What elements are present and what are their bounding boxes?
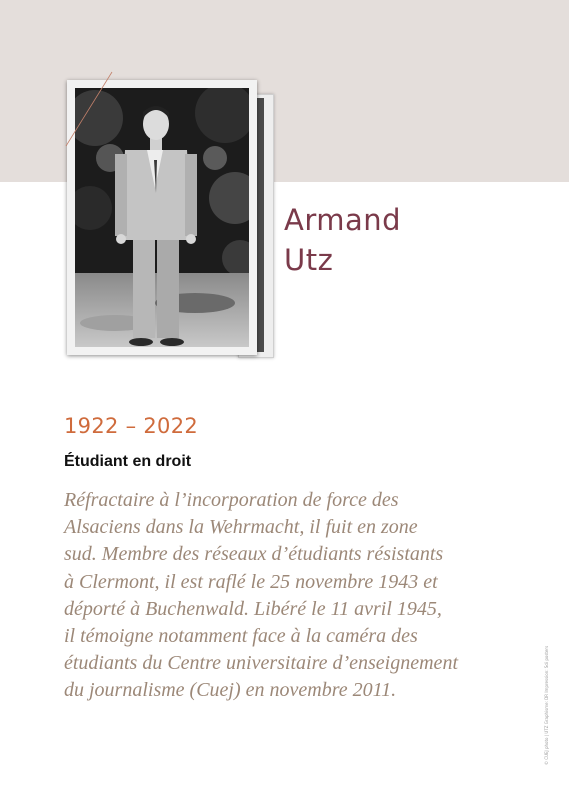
- life-dates: 1922 – 2022: [64, 414, 199, 438]
- bio-line: étudiants du Centre universitaire d’enseignement: [64, 652, 458, 675]
- bio-line: sud. Membre des réseaux d’étudiants résistants: [64, 543, 444, 566]
- bio-line: du journalisme (Cuej) en novembre 2011.: [64, 679, 397, 702]
- pen-mark-decoration: [62, 70, 122, 150]
- person-name: [284, 200, 401, 280]
- biography: [64, 487, 514, 705]
- photo-credit: © CUEJ photo | UTZ Graphisme: DR Impression: Sdi posters: [544, 645, 549, 765]
- bio-line: Alsaciens dans la Wehrmacht, il fuit en zone: [64, 516, 418, 539]
- first-name: Armand: [284, 203, 402, 237]
- bio-line: il témoigne notamment face à la caméra des: [64, 625, 418, 648]
- bio-line: Réfractaire à l’incorporation de force des: [64, 489, 399, 511]
- bio-line: déporté à Buchenwald. Libéré le 11 avril 1945,: [64, 597, 442, 620]
- role-title: Étudiant en droit: [64, 453, 192, 470]
- bio-line: à Clermont, il est raflé le 25 novembre 1943 et: [64, 570, 438, 593]
- last-name: Utz: [284, 243, 334, 277]
